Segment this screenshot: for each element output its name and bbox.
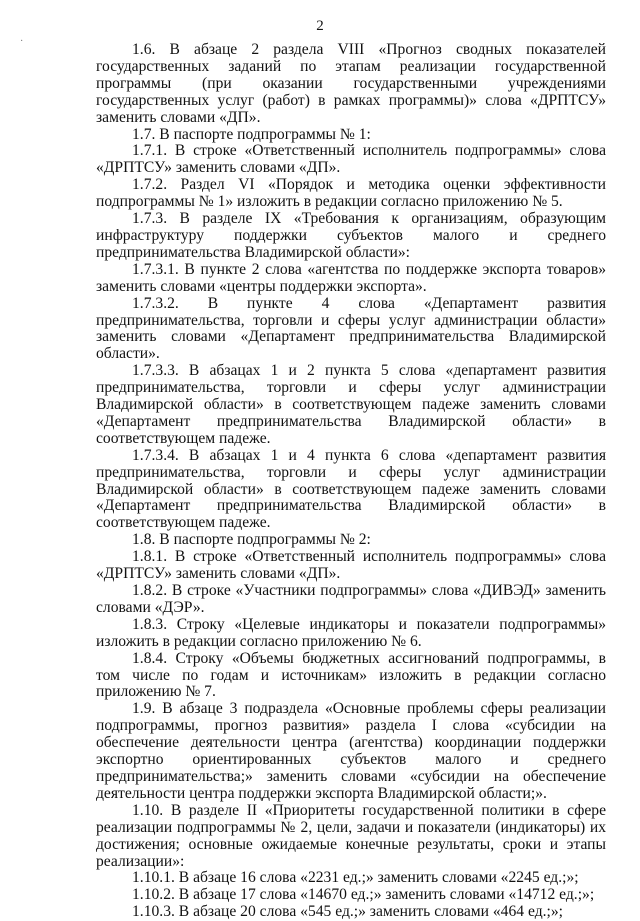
paragraph: 1.10. В разделе II «Приоритеты государственной политики в сфере реализации подпрограммы № 2, цели, задачи и показатели (индикаторы) их достижения; основные ожидаемые конечные результаты, сроки и этапы реализации»:: [96, 801, 606, 870]
paragraph: 1.6. В абзаце 2 раздела VIII «Прогноз сводных показателей государственных заданий по этапам реализации государственной программы (при оказании государственными учреждениями государственных услуг (работ) в рамках программы)» слова «ДРПТСУ» заменить словами «ДП».: [96, 41, 606, 126]
paragraph: 1.7. В паспорте подпрограммы № 1:: [132, 125, 371, 143]
paragraph: 1.10.1. В абзаце 16 слова «2231 ед.;» заменить словами «2245 ед.;»;: [132, 869, 579, 887]
paragraph: 1.8.3. Строку «Целевые индикаторы и показатели подпрограммы» изложить в редакции согласно приложению № 6.: [96, 615, 606, 650]
paragraph: 1.8. В паспорте подпрограммы № 2:: [132, 531, 371, 549]
paragraph: 1.7.3.4. В абзацах 1 и 4 пункта 6 слова «департамент развития предпринимательства, торговли и сферы услуг администрации Владимирской области» в соответствующем падеже заменить словами «Департамент предпринимательства Владимирской области» в соответствующем падеже.: [96, 446, 606, 532]
paragraph: 1.10.3. В абзаце 20 слова «545 ед.;» заменить словами «464 ед.;»;: [132, 903, 563, 921]
paragraph: 1.8.1. В строке «Ответственный исполнитель подпрограммы» слова «ДРПТСУ» заменить словами «ДП».: [96, 548, 606, 583]
paragraph: 1.7.1. В строке «Ответственный исполнитель подпрограммы» слова «ДРПТСУ» заменить словами «ДП».: [96, 142, 606, 177]
paragraph: 1.7.3.3. В абзацах 1 и 2 пункта 5 слова «департамент развития предпринимательства, торговли и сферы услуг администрации Владимирской области» в соответствующем падеже заменить словами «Департамент предпринимательства Владимирской области» в соответствующем падеже.: [96, 362, 606, 447]
paragraph: 1.8.4. Строку «Объемы бюджетных ассигнований подпрограммы, в том числе по годам и источникам» изложить в редакции согласно приложению № 7.: [96, 649, 606, 701]
paragraph: 1.7.3.1. В пункте 2 слова «агентства по поддержке экспорта товаров» заменить словами «центры поддержки экспорта».: [96, 260, 606, 295]
paragraph: 1.7.3. В разделе IX «Требования к организациям, образующим инфраструктуру поддержки субъектов малого и среднего предпринимательства Владимирской области»:: [96, 210, 606, 261]
paragraph: 1.7.3.2. В пункте 4 слова «Департамент развития предпринимательства, торговли и сферы услуг администрации области» заменить словами «Департамент предпринимательства Владимирской области».: [96, 294, 606, 363]
scan-speck: ·: [20, 36, 24, 47]
paragraph: 1.7.2. Раздел VI «Порядок и методика оценки эффективности подпрограммы № 1» изложить в редакции согласно приложению № 5.: [96, 176, 606, 211]
paragraph: 1.10.2. В абзаце 17 слова «14670 ед.;» заменить словами «14712 ед.;»;: [132, 886, 595, 904]
paragraph: 1.8.2. В строке «Участники подпрограммы» слова «ДИВЭД» заменить словами «ДЭР».: [96, 582, 606, 616]
page-number: 2: [316, 18, 324, 34]
document-body: [96, 42, 606, 921]
paragraph: 1.9. В абзаце 3 подраздела «Основные проблемы сферы реализации подпрограммы, прогноз развития» раздела I слова «субсидии на обеспечение деятельности центра (агентства) координации поддержки экспортно ориентированных субъектов малого и среднего предпринимательства;» заменить словами «субсидии на обеспечение деятельности центра поддержки экспорта Владимирской области;».: [96, 700, 606, 802]
